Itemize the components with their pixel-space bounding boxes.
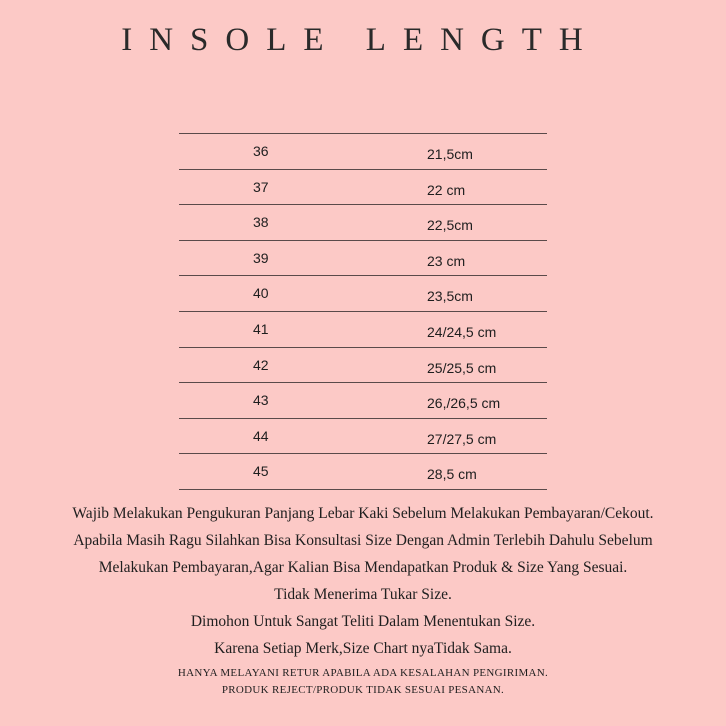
length-cell: 22 cm <box>427 181 466 198</box>
table-row <box>179 419 547 455</box>
note-measure-first: Wajib Melakukan Pengukuran Panjang Lebar Kaki Sebelum Melakukan Pembayaran/Cekout. <box>72 505 654 522</box>
note-be-careful: Dimohon Untuk Sangat Teliti Dalam Menentukan Size. <box>190 613 536 630</box>
size-cell: 36 <box>253 143 269 159</box>
length-cell: 26,/26,5 cm <box>427 395 501 412</box>
length-cell: 23 cm <box>427 252 466 269</box>
size-cell: 44 <box>253 427 269 444</box>
note-consult-admin: Apabila Masih Ragu Silahkan Bisa Konsultasi Size Dengan Admin Terlebih Dahulu Sebelum <box>73 532 653 549</box>
note-consult-admin-cont: Melakukan Pembayaran,Agar Kalian Bisa Mendapatkan Produk & Size Yang Sesuai. <box>98 559 628 576</box>
size-cell: 42 <box>253 356 269 373</box>
length-cell: 23,5cm <box>427 288 473 305</box>
length-cell: 25/25,5 cm <box>427 359 497 376</box>
size-cell: 38 <box>253 214 269 231</box>
note-no-exchange: Tidak Menerima Tukar Size. <box>274 586 452 603</box>
size-cell: 40 <box>253 285 269 302</box>
length-cell: 24/24,5 cm <box>427 323 497 340</box>
return-policy-line: PRODUK REJECT/PRODUK TIDAK SESUAI PESANAN. <box>221 684 505 696</box>
length-cell: 27/27,5 cm <box>427 430 497 447</box>
page-title: INSOLE LENGTH <box>121 22 600 58</box>
size-cell: 39 <box>253 249 269 266</box>
table-row <box>179 205 547 241</box>
table-row <box>179 454 547 490</box>
length-cell: 28,5 cm <box>427 466 477 483</box>
table-row <box>179 241 547 277</box>
size-cell: 41 <box>253 320 269 337</box>
return-policy <box>0 665 726 699</box>
length-cell: 21,5cm <box>427 146 473 162</box>
size-cell: 45 <box>253 463 269 480</box>
size-cell: 43 <box>253 392 269 409</box>
table-row <box>179 134 547 170</box>
notes-block <box>0 500 726 699</box>
table-row <box>179 276 547 312</box>
size-cell: 37 <box>253 178 269 195</box>
length-cell: 22,5cm <box>427 217 473 234</box>
table-row <box>179 170 547 206</box>
size-table <box>179 133 547 490</box>
note-brand-differs: Karena Setiap Merk,Size Chart nyaTidak Sama. <box>214 640 512 657</box>
table-row <box>179 383 547 419</box>
table-row <box>179 348 547 384</box>
return-policy-line: HANYA MELAYANI RETUR APABILA ADA KESALAHAN PENGIRIMAN. <box>177 667 549 679</box>
table-row <box>179 312 547 348</box>
